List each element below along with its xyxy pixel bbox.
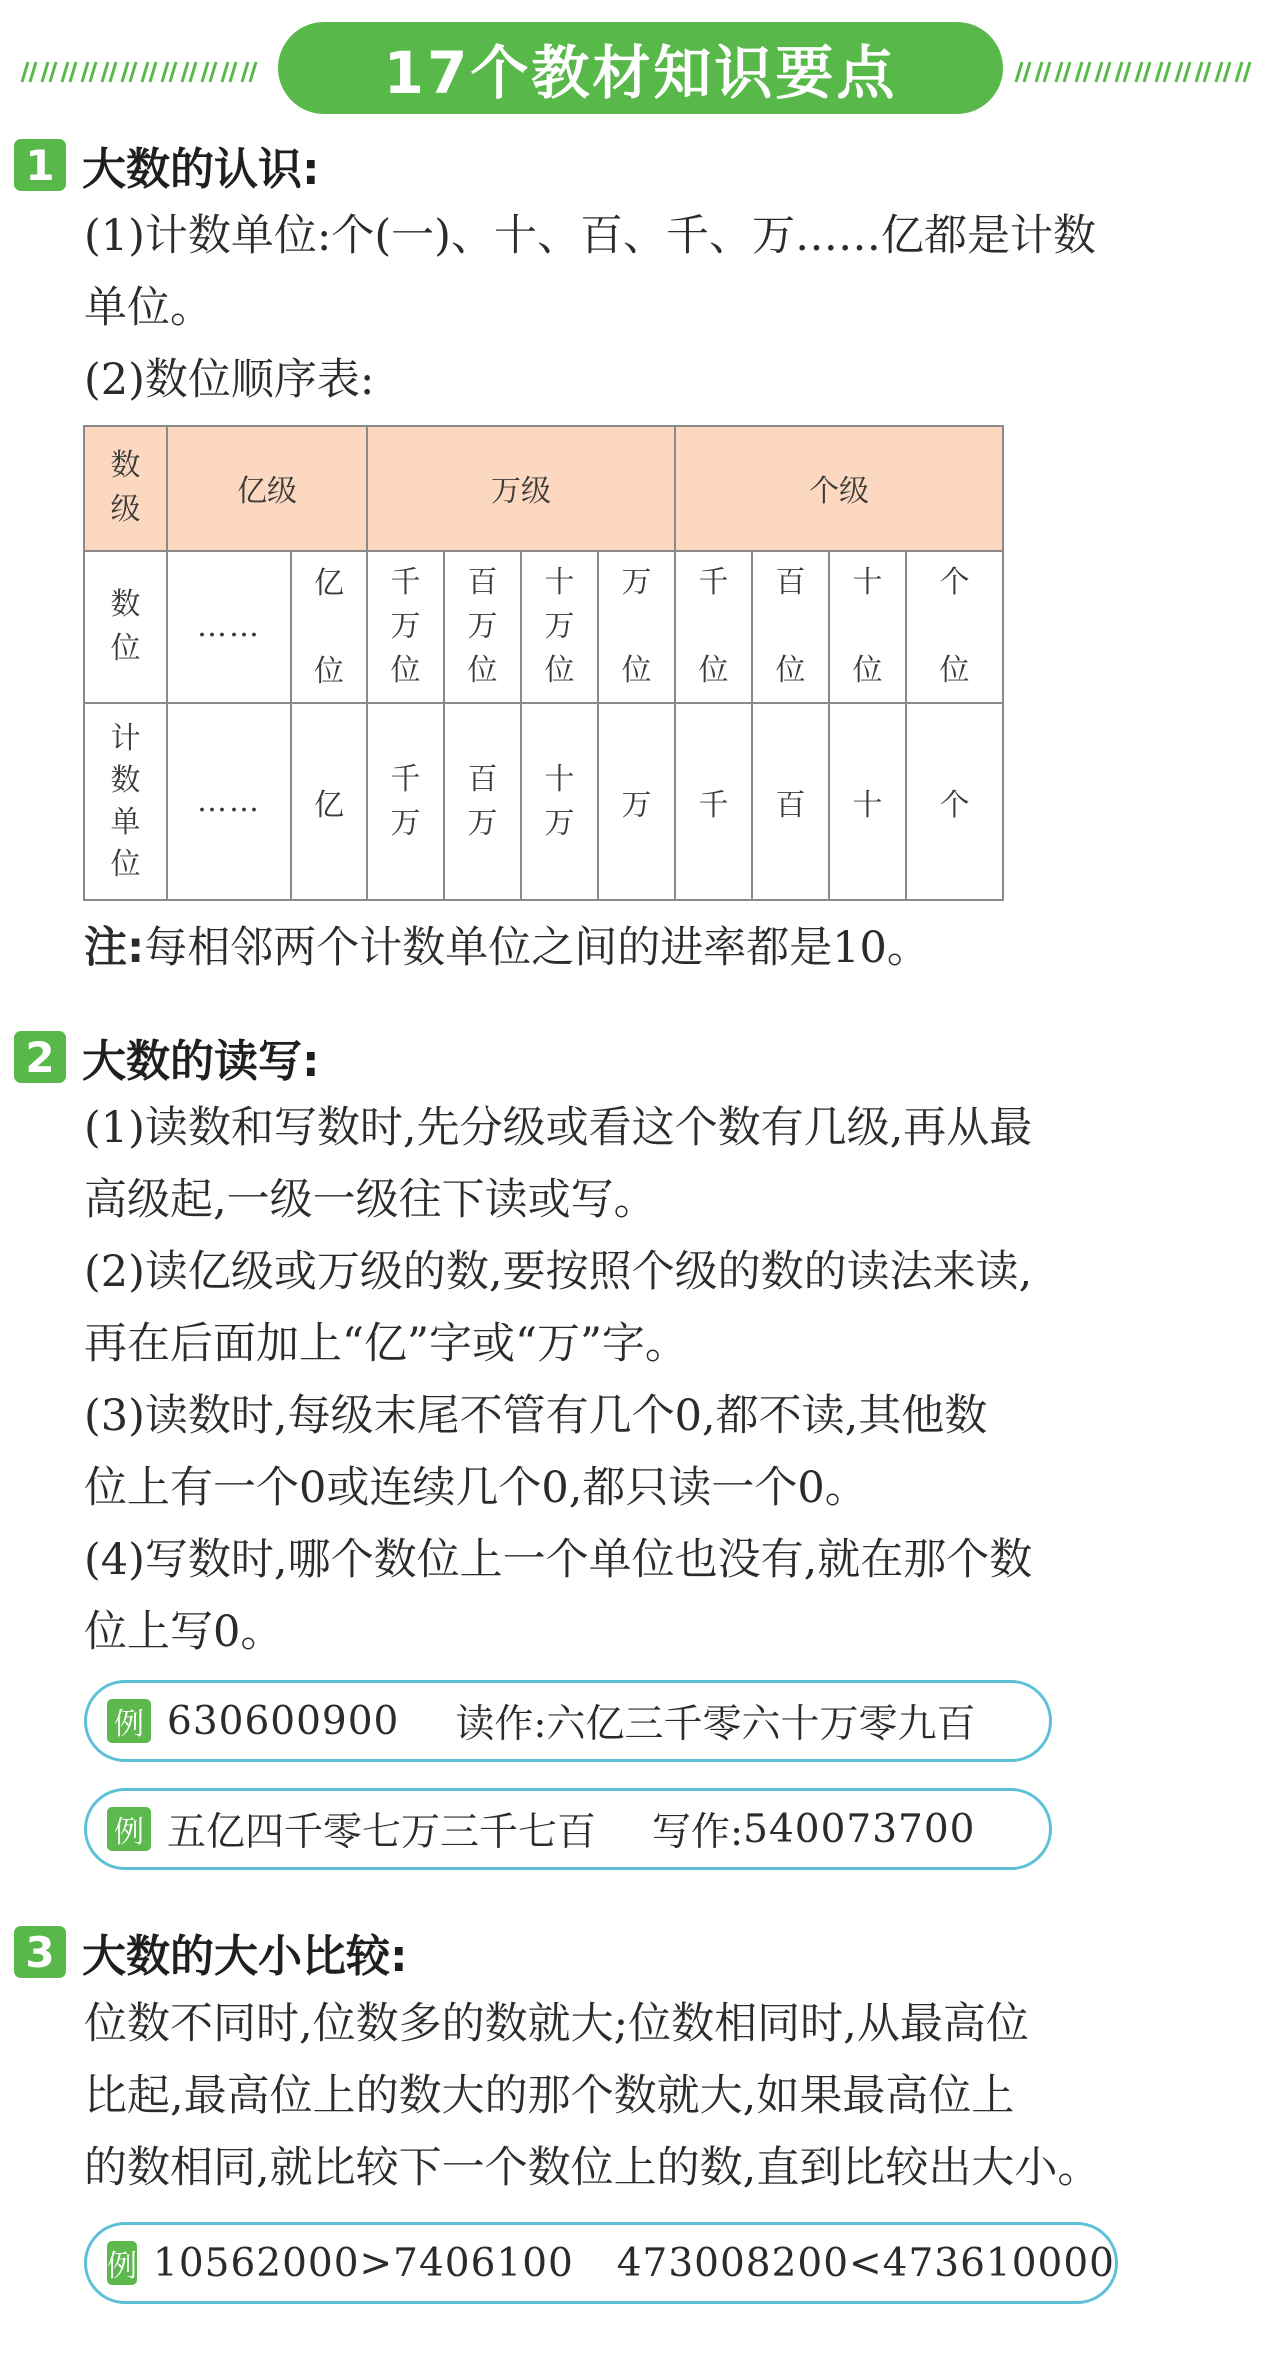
text-line: 位数不同时,位数多的数就大;位数相同时,从最高位 <box>84 1999 1029 2049</box>
level-ge: 个级 <box>675 426 1003 551</box>
table-cell: 亿 <box>291 703 367 900</box>
header <box>0 22 1280 118</box>
section-3-body <box>84 1988 1244 2204</box>
level-wan: 万级 <box>367 426 675 551</box>
text-line: 位上有一个0或连续几个0,都只读一个0。 <box>84 1463 868 1513</box>
section-title: 大数的大小比较: <box>82 1931 408 1982</box>
table-cell-ellipsis: …… <box>167 703 291 900</box>
section-2-body <box>84 1092 1244 1668</box>
row-label-place: 数 位 <box>84 551 167 704</box>
text-line: (2)读亿级或万级的数,要按照个级的数的读法来读, <box>84 1247 1033 1297</box>
table-cell: 万 位 <box>598 551 675 704</box>
row-label-unit: 计 数 单 位 <box>84 703 167 900</box>
note-text: 每相邻两个计数单位之间的进率都是10。 <box>144 923 930 973</box>
section-1-body <box>84 200 1244 416</box>
example-number: 630600900 <box>167 1698 400 1744</box>
table-cell: 万 <box>598 703 675 900</box>
section-1-heading <box>14 138 320 195</box>
text-line: (1)计数单位:个(一)、十、百、千、万……亿都是计数 <box>84 211 1096 261</box>
table-cell: 百 万 位 <box>444 551 521 704</box>
row-label-level: 数 级 <box>84 426 167 551</box>
example-badge: 例 <box>107 1807 151 1851</box>
text-line: (2)数位顺序表: <box>84 355 375 405</box>
decor-pattern-right <box>1012 52 1262 92</box>
text-line: 位上写0。 <box>84 1607 284 1657</box>
table-cell: 十 <box>829 703 906 900</box>
section-number: 2 <box>14 1031 66 1083</box>
table-row <box>84 551 1003 704</box>
example-words: 五亿四千零七万三千七百 <box>167 1810 597 1855</box>
comparison-left: 10562000>7406100 <box>153 2240 574 2286</box>
example-box-compare <box>84 2222 1118 2304</box>
table-cell: 千 <box>675 703 752 900</box>
comparison-right: 473008200<473610000 <box>616 2240 1115 2286</box>
table-cell: 千 万 <box>367 703 444 900</box>
text-line: (4)写数时,哪个数位上一个单位也没有,就在那个数 <box>84 1535 1033 1585</box>
table-cell: 亿 位 <box>291 551 367 704</box>
table-row <box>84 426 1003 551</box>
table-cell: 个 位 <box>906 551 1003 704</box>
table-cell: 百 万 <box>444 703 521 900</box>
text-line: 再在后面加上“亿”字或“万”字。 <box>84 1319 688 1369</box>
text-line: (1)读数和写数时,先分级或看这个数有几级,再从最 <box>84 1103 1033 1153</box>
text-line: 高级起,一级一级往下读或写。 <box>84 1175 657 1225</box>
table-cell: 百 位 <box>752 551 829 704</box>
example-reading: 读作:六亿三千零六十万零九百 <box>455 1702 976 1747</box>
table-cell: 个 <box>906 703 1003 900</box>
text-line: (3)读数时,每级末尾不管有几个0,都不读,其他数 <box>84 1391 988 1441</box>
text-line: 单位。 <box>84 283 213 333</box>
place-value-table <box>83 425 1004 901</box>
section-1-note <box>84 912 1244 984</box>
note-label: 注: <box>84 923 145 973</box>
section-3-heading <box>14 1925 408 1982</box>
section-2-heading <box>14 1030 320 1087</box>
decor-pattern-left <box>18 52 268 92</box>
example-box-write <box>84 1788 1052 1870</box>
example-write-label: 写作: <box>652 1810 744 1855</box>
level-yi: 亿级 <box>167 426 367 551</box>
section-number: 3 <box>14 1926 66 1978</box>
example-badge: 例 <box>107 1699 151 1743</box>
table-cell: 十 位 <box>829 551 906 704</box>
table-cell: 千 万 位 <box>367 551 444 704</box>
page-title: 17个教材知识要点 <box>278 22 1003 114</box>
table-cell-ellipsis: …… <box>167 551 291 704</box>
example-box-read <box>84 1680 1052 1762</box>
table-cell: 百 <box>752 703 829 900</box>
example-badge: 例 <box>107 2241 137 2285</box>
table-cell: 十 万 位 <box>521 551 598 704</box>
table-cell: 十 万 <box>521 703 598 900</box>
section-title: 大数的读写: <box>82 1036 320 1087</box>
text-line: 的数相同,就比较下一个数位上的数,直到比较出大小。 <box>84 2143 1101 2193</box>
text-line: 比起,最高位上的数大的那个数就大,如果最高位上 <box>84 2071 1015 2121</box>
table-row <box>84 703 1003 900</box>
example-number: 540073700 <box>743 1806 976 1852</box>
table-cell: 千 位 <box>675 551 752 704</box>
section-number: 1 <box>14 139 66 191</box>
section-title: 大数的认识: <box>82 144 320 195</box>
